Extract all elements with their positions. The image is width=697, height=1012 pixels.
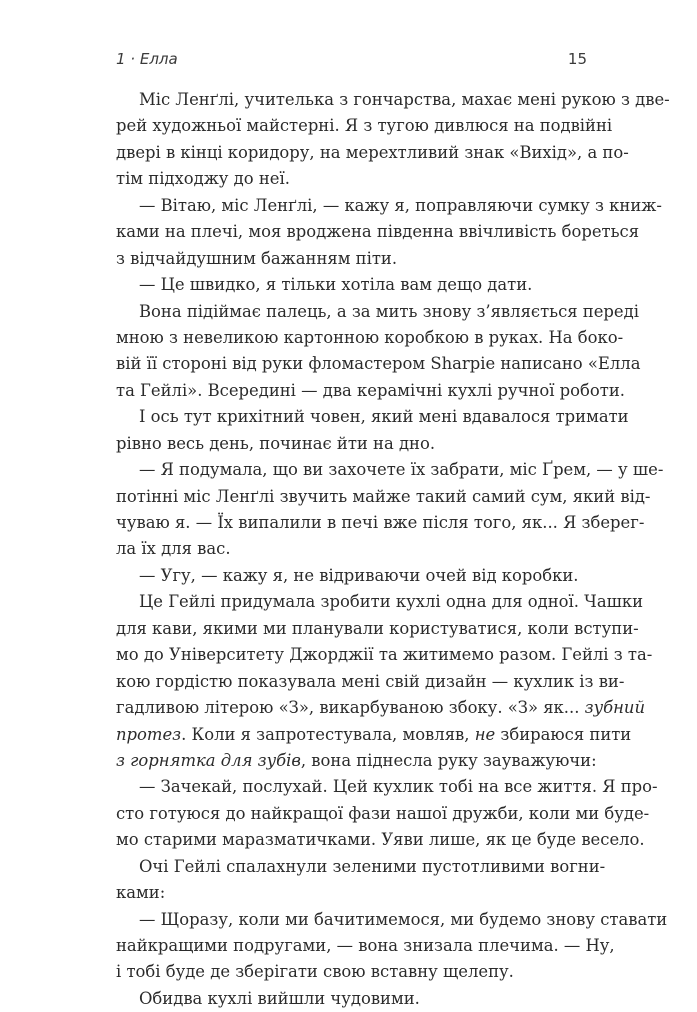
text-run: рей художньої майстерні. Я з тугою дивлюся на подвійні: [116, 116, 613, 136]
text-run: тім підходжу до неї.: [116, 169, 290, 189]
text-line: [116, 880, 592, 906]
text-run: Міс Ленґлі, учителька з гончарства, махає мені рукою з две-: [139, 90, 670, 109]
text-line: [116, 351, 641, 377]
text-run: рівно весь день, починає йти на дно.: [116, 433, 436, 453]
text-run: найкращими подругами, — вона знизала плечима. — Ну,: [116, 936, 615, 955]
text-line: [116, 616, 639, 642]
text-run: — Угу, — кажу я, не відриваючи очей від коробки.: [139, 565, 579, 585]
text-run: збираюся пити: [495, 724, 632, 744]
text-run: Очі Гейлі спалахнули зеленими пустотливими вогни-: [139, 856, 606, 876]
text-line: [116, 774, 658, 800]
text-line: [116, 325, 624, 351]
text-run: ла їх для вас.: [116, 539, 231, 559]
text-run: — Вітаю, міс Ленґлі, — кажу я, поправляючи сумку з книж-: [139, 195, 662, 215]
text-line: [116, 193, 662, 219]
text-run: , вона піднесла руку зауважуючи:: [300, 750, 597, 770]
text-run: сто готуюся до найкращої фази нашої дружби, коли ми буде-: [116, 803, 650, 823]
text-run: двері в кінці коридору, на мерехтливий знак «Вихід», а по-: [116, 142, 629, 162]
text-run: для кави, якими ми планували користуватися, коли вступи-: [116, 618, 639, 638]
text-line: [116, 510, 645, 536]
italic-text: з горнятка для зубів: [116, 750, 301, 770]
text-line: [116, 431, 592, 457]
text-line: [116, 933, 615, 959]
text-line: [116, 378, 625, 404]
text-line: [116, 722, 632, 748]
text-line: [116, 959, 592, 985]
text-line: [116, 484, 651, 510]
text-line: [116, 642, 653, 668]
italic-text: не: [474, 724, 496, 744]
text-line: [116, 246, 592, 272]
text-run: Вона підіймає палець, а за мить знову з’являється переді: [139, 301, 639, 321]
text-line: [116, 695, 646, 721]
text-run: і тобі буде де зберігати свою вставну щелепу.: [116, 962, 514, 982]
text-line: [116, 563, 592, 589]
body-text: [116, 87, 670, 1012]
text-run: мо до Університету Джорджії та житимемо разом. Гейлі з та-: [116, 645, 653, 665]
text-run: чуваю я. — Їх випалили в печі вже після того, як... Я зберег-: [116, 513, 645, 532]
text-run: кою гордістю показувала мені свій дизайн — кухлик із ви-: [116, 671, 625, 691]
text-line: [116, 854, 606, 880]
text-run: — Це швидко, я тільки хотіла вам дещо дати.: [139, 275, 533, 295]
text-line: [116, 986, 592, 1012]
text-line: [116, 748, 597, 774]
text-line: [116, 457, 664, 483]
text-line: [116, 669, 625, 695]
text-run: гадливою літерою «З», викарбуваною збоку. «З» як...: [116, 698, 585, 718]
text-run: . Коли я запротестувала, мовляв,: [181, 724, 475, 744]
italic-text: протез: [116, 724, 182, 744]
text-line: [116, 87, 670, 113]
text-line: [116, 140, 629, 166]
text-run: ками на плечі, моя вроджена південна ввічливість бореться: [116, 222, 640, 242]
text-line: [116, 907, 668, 933]
running-header: [116, 50, 587, 74]
page-number: 15: [567, 50, 587, 68]
text-run: Це Гейлі придумала зробити кухлі одна для одної. Чашки: [139, 592, 644, 612]
text-line: [116, 219, 640, 245]
text-run: мною з невеликою картонною коробкою в руках. На боко-: [116, 327, 624, 347]
italic-text: зубний: [584, 698, 646, 718]
text-line: [116, 113, 613, 139]
text-line: [116, 404, 629, 430]
text-run: та Гейлі». Всередині — два керамічні кухлі ручної роботи.: [116, 380, 625, 400]
text-run: вій її стороні від руки фломастером Sharpie написано «Елла: [116, 354, 641, 374]
text-line: [116, 299, 639, 325]
text-line: [116, 589, 644, 615]
text-line: [116, 166, 592, 192]
text-run: ками:: [116, 883, 166, 903]
text-run: потінні міс Ленґлі звучить майже такий самий сум, який від-: [116, 486, 651, 506]
text-line: [116, 536, 592, 562]
text-run: Обидва кухлі вийшли чудовими.: [139, 988, 420, 1008]
text-run: І ось тут крихітний човен, який мені вдавалося тримати: [139, 407, 629, 427]
text-run: з відчайдушним бажанням піти.: [116, 248, 398, 268]
text-run: — Зачекай, послухай. Цей кухлик тобі на все життя. Я про-: [139, 777, 658, 797]
chapter-title: 1 · Елла: [116, 50, 178, 68]
text-line: [116, 272, 592, 298]
text-run: — Я подумала, що ви захочете їх забрати, міс Ґрем, — у ше-: [139, 460, 664, 480]
text-run: — Щоразу, коли ми бачитимемося, ми будемо знову ставати: [139, 909, 668, 929]
text-run: мо старими маразматичками. Уяви лише, як це буде весело.: [116, 830, 645, 850]
text-line: [116, 827, 645, 853]
text-line: [116, 801, 650, 827]
